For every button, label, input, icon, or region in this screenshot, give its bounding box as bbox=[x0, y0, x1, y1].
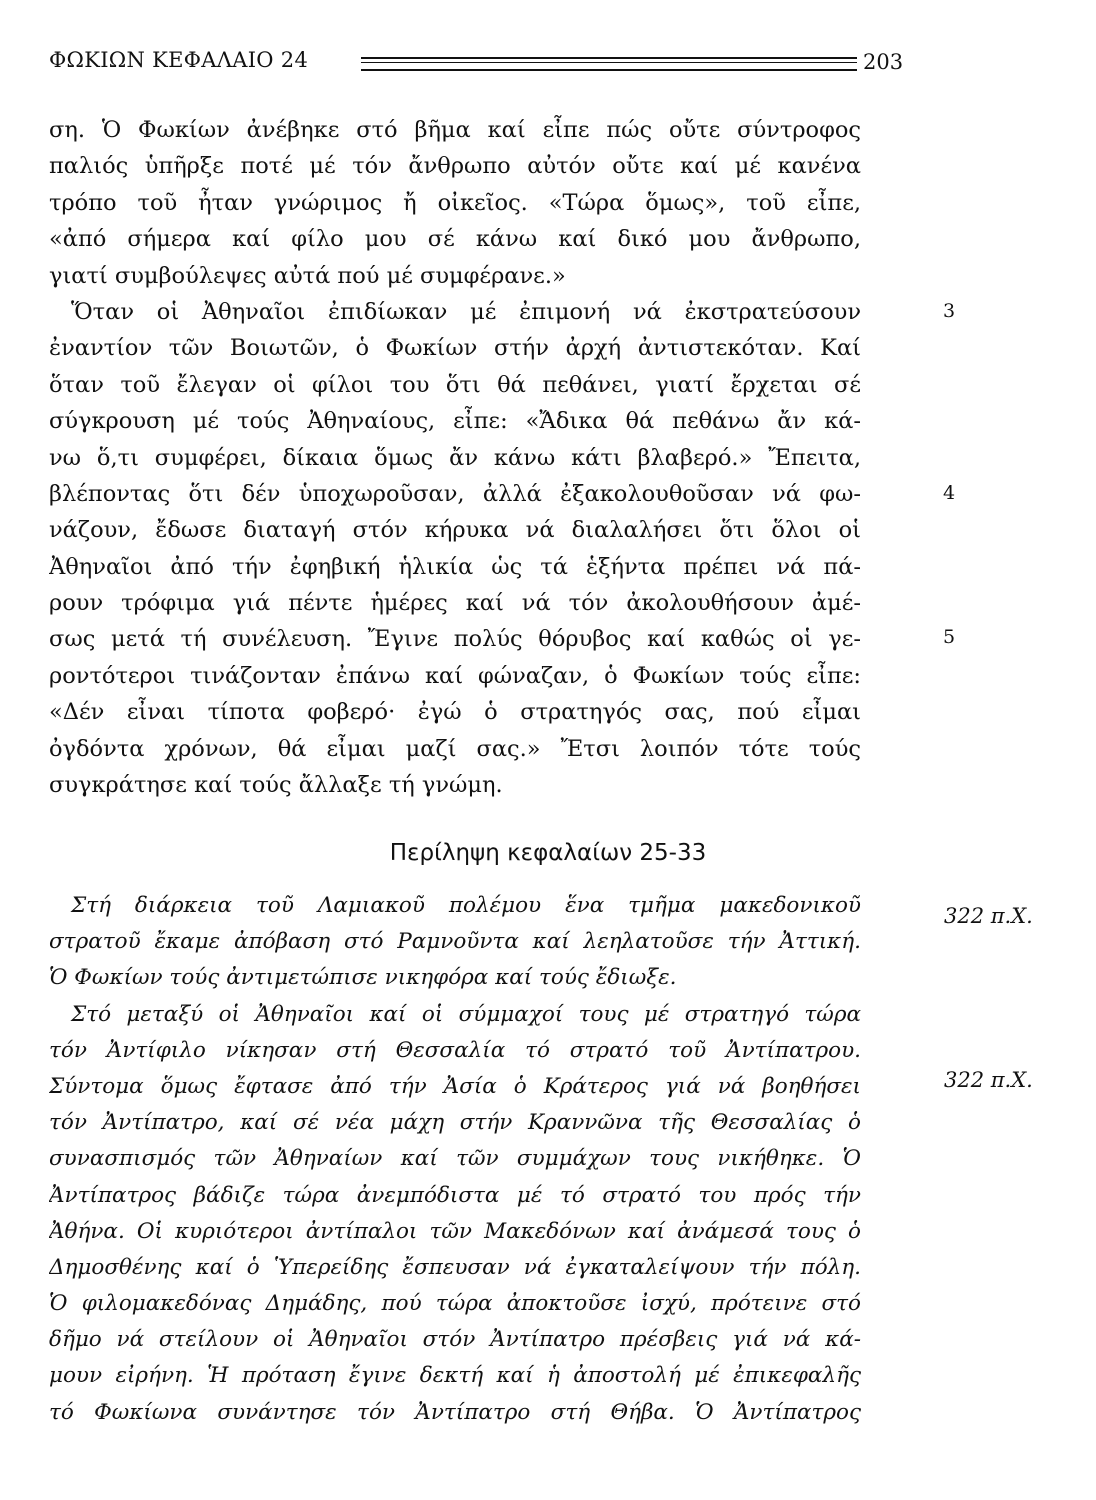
text-line: ὀγδόντα χρόνων, θά εἶμαι μαζί σας.» Ἔτσι λοιπόν τότε τούς bbox=[49, 735, 861, 762]
summary-line: στρατοῦ ἔκαμε ἀπόβαση στό Ραμνοῦντα καί λεηλατοῦσε τήν Ἀττική. bbox=[49, 929, 861, 955]
summary-title: Περίληψη κεφαλαίων 25-33 bbox=[389, 840, 707, 866]
summary-line: μουν εἰρήνη. Ἡ πρόταση ἔγινε δεκτή καί ἡ ἀποστολή μέ ἐπικεφαλῆς bbox=[49, 1363, 861, 1389]
text-line: ρουν τρόφιμα γιά πέντε ἡμέρες καί νά τόν ἀκολουθήσουν ἀμέ- bbox=[49, 590, 861, 617]
summary-line: Ὁ Φωκίων τούς ἀντιμετώπισε νικηφόρα καί τούς ἔδιωξε. bbox=[49, 965, 677, 991]
summary-line: Στό μεταξύ οἱ Ἀθηναῖοι καί οἱ σύμμαχοί τους μέ στρατηγό τώρα bbox=[71, 1001, 861, 1027]
text-line: νάζουν, ἔδωσε διαταγή στόν κήρυκα νά διαλαλήσει ὅτι ὅλοι οἱ bbox=[49, 517, 861, 544]
summary-line: συνασπισμός τῶν Ἀθηναίων καί τῶν συμμάχων τους νικήθηκε. Ὁ bbox=[49, 1146, 861, 1172]
date-note: 322 π.Χ. bbox=[944, 1068, 1033, 1092]
text-line: ροντότεροι τινάζονταν ἐπάνω καί φώναζαν, ὁ Φωκίων τούς εἶπε: bbox=[49, 662, 861, 689]
main-text bbox=[49, 112, 956, 803]
text-line: νω ὅ,τι συμφέρει, δίκαια ὅμως ἄν κάνω κάτι βλαβερό.» Ἔπειτα, bbox=[49, 444, 861, 471]
text-line: Ἀθηναῖοι ἀπό τήν ἐφηβική ἡλικία ὡς τά ἑξήντα πρέπει νά πά- bbox=[49, 553, 861, 580]
text-line: ὅταν τοῦ ἔλεγαν οἱ φίλοι του ὅτι θά πεθάνει, γιατί ἔρχεται σέ bbox=[49, 371, 861, 398]
text-line: γιατί συμβούλεψες αὐτά πού μέ συμφέρανε.» bbox=[49, 262, 566, 289]
summary-line: Ἀντίπατρος βάδιζε τώρα ἀνεμπόδιστα μέ τό στρατό του πρός τήν bbox=[49, 1182, 861, 1208]
section-number: 3 bbox=[943, 300, 956, 322]
summary-line: Σύντομα ὅμως ἔφτασε ἀπό τήν Ἀσία ὁ Κράτερος γιά νά βοηθήσει bbox=[49, 1073, 861, 1099]
summary-line: Ὁ φιλομακεδόνας Δημάδης, πού τώρα ἀποκτοῦσε ἰσχύ, πρότεινε στό bbox=[49, 1291, 861, 1317]
summary-line: δῆμο νά στείλουν οἱ Ἀθηναῖοι στόν Ἀντίπατρο πρέσβεις γιά νά κά- bbox=[49, 1327, 861, 1353]
running-header bbox=[49, 48, 904, 82]
summary-line: Δημοσθένης καί ὁ Ὑπερείδης ἔσπευσαν νά ἐγκαταλείψουν τήν πόλη. bbox=[49, 1254, 861, 1280]
text-line: βλέποντας ὅτι δέν ὑποχωροῦσαν, ἀλλά ἐξακολουθοῦσαν νά φω- bbox=[49, 480, 861, 507]
text-line: Ὅταν οἱ Ἀθηναῖοι ἐπιδίωκαν μέ ἐπιμονή νά ἐκστρατεύσουν bbox=[71, 298, 861, 325]
header-rule bbox=[361, 57, 857, 71]
text-line: ση. Ὁ Φωκίων ἀνέβηκε στό βῆμα καί εἶπε πώς οὔτε σύντροφος bbox=[49, 117, 861, 143]
page-number: 203 bbox=[863, 50, 904, 74]
summary-text bbox=[49, 888, 861, 1431]
section-number: 5 bbox=[943, 626, 956, 648]
section-number: 4 bbox=[943, 482, 956, 504]
date-note: 322 π.Χ. bbox=[944, 904, 1033, 928]
summary-line: Στή διάρκεια τοῦ Λαμιακοῦ πολέμου ἕνα τμῆμα μακεδονικοῦ bbox=[71, 893, 861, 918]
chapter-title: ΦΩΚΙΩΝ ΚΕΦΑΛΑΙΟ 24 bbox=[49, 48, 309, 72]
text-line: σως μετά τή συνέλευση. Ἔγινε πολύς θόρυβος καί καθώς οἱ γε- bbox=[49, 626, 861, 653]
text-line: «ἀπό σήμερα καί φίλο μου σέ κάνω καί δικό μου ἄνθρωπο, bbox=[49, 226, 861, 253]
text-line: «Δέν εἶναι τίποτα φοβερό· ἐγώ ὁ στρατηγός σας, πού εἶμαι bbox=[49, 699, 861, 726]
summary-line: τόν Ἀντίπατρο, καί σέ νέα μάχη στήν Κραννῶνα τῆς Θεσσαλίας ὁ bbox=[49, 1110, 861, 1136]
text-line: σύγκρουση μέ τούς Ἀθηναίους, εἶπε: «Ἄδικα θά πεθάνω ἄν κά- bbox=[49, 408, 861, 435]
text-line: τρόπο τοῦ ἦταν γνώριμος ἤ οἰκεῖος. «Τώρα ὅμως», τοῦ εἶπε, bbox=[49, 189, 861, 216]
summary-line: Ἀθήνα. Οἱ κυριότεροι ἀντίπαλοι τῶν Μακεδόνων καί ἀνάμεσά τους ὁ bbox=[49, 1218, 861, 1244]
text-line: ἐναντίον τῶν Βοιωτῶν, ὁ Φωκίων στήν ἀρχή ἀντιστεκόταν. Καί bbox=[49, 335, 861, 362]
text-line: παλιός ὑπῆρξε ποτέ μέ τόν ἄνθρωπο αὐτόν οὔτε καί μέ κανένα bbox=[49, 153, 861, 180]
summary-line: τό Φωκίωνα συνάντησε τόν Ἀντίπατρο στή Θήβα. Ὁ Ἀντίπατρος bbox=[49, 1399, 861, 1425]
summary-line: τόν Ἀντίφιλο νίκησαν στή Θεσσαλία τό στρατό τοῦ Ἀντίπατρου. bbox=[49, 1037, 861, 1063]
text-line: συγκράτησε καί τούς ἄλλαξε τή γνώμη. bbox=[49, 772, 503, 799]
